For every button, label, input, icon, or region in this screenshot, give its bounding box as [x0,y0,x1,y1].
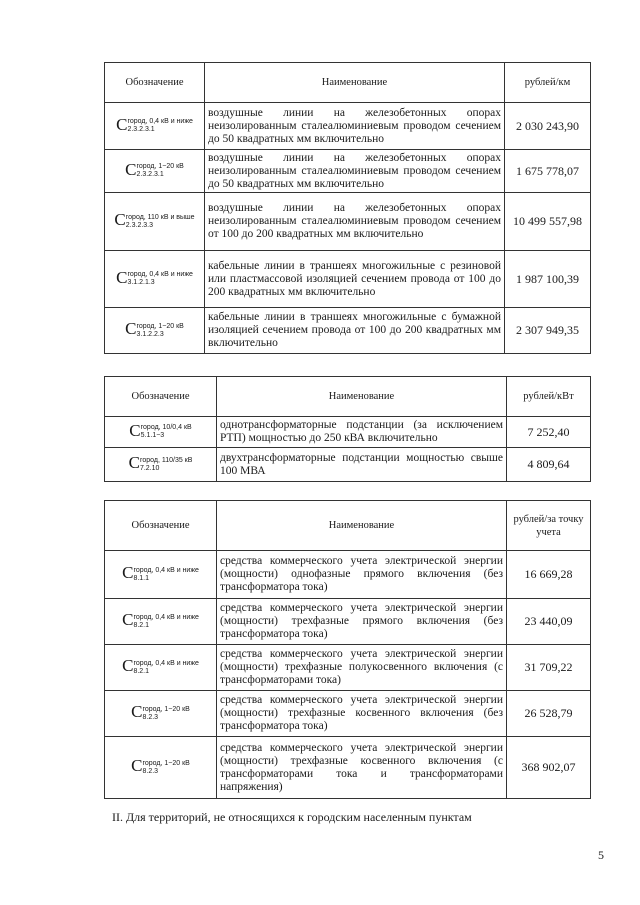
table-header-row [105,63,591,103]
table-row [105,308,591,354]
name-cell: однотрансформаторные подстанции (за исключением РТП) мощностью до 250 кВА включительно [217,417,507,448]
name-cell: средства коммерческого учета электрической энергии (мощности) однофазные прямого включения (без трансформатора тока) [217,551,507,599]
header-designation: Обозначение [105,63,205,103]
name-cell: воздушные линии на железобетонных опорах неизолированным сталеалюминиевым проводом сечением от 100 до 200 квадратных мм включительно [205,193,505,251]
designation-cell: C город, 0,4 кВ и ниже 8.2.1 [105,599,217,645]
table-header-row [105,377,591,417]
header-unit: рублей/км [505,63,591,103]
name-cell: кабельные линии в траншеях многожильные с резиновой или пластмассовой изоляцией сечением провода от 100 до 200 квадратных мм включительно [205,251,505,308]
value-cell: 7 252,40 [507,417,591,448]
table-row [105,737,591,799]
table-row [105,251,591,308]
name-cell: средства коммерческого учета электрической энергии (мощности) трехфазные полукосвенного включения (с трансформаторами тока) [217,645,507,691]
table-row [105,417,591,448]
name-cell: воздушные линии на железобетонных опорах неизолированным сталеалюминиевым проводом сечением до 50 квадратных мм включительно [205,103,505,150]
designation-cell: C город, 110/35 кВ 7.2.10 [105,448,217,482]
designation-cell: C город, 10/0,4 кВ 5.1.1−3 [105,417,217,448]
table-row [105,103,591,150]
section-heading: II. Для территорий, не относящихся к городским населенным пунктам [112,810,472,824]
header-unit: рублей/за точку учета [507,501,591,551]
designation-cell: C город, 1−20 кВ 8.2.3 [105,691,217,737]
name-cell: двухтрансформаторные подстанции мощностью свыше 100 МВА [217,448,507,482]
designation-cell: C город, 0,4 кВ и ниже 3.1.2.1.3 [105,251,205,308]
value-cell: 10 499 557,98 [505,193,591,251]
designation-cell: C город, 0,4 кВ и ниже 8.1.1 [105,551,217,599]
value-cell: 2 307 949,35 [505,308,591,354]
designation-cell: C город, 1−20 кВ 2.3.2.3.1 [105,150,205,193]
value-cell: 1 675 778,07 [505,150,591,193]
value-cell: 368 902,07 [507,737,591,799]
header-name: Наименование [205,63,505,103]
name-cell: воздушные линии на железобетонных опорах неизолированным сталеалюминиевым проводом сечением до 50 квадратных мм включительно [205,150,505,193]
table-row [105,645,591,691]
designation-cell: C город, 1−20 кВ 8.2.3 [105,737,217,799]
table-metering-per-point [104,500,591,799]
designation-cell: C город, 1−20 кВ 3.1.2.2.3 [105,308,205,354]
designation-cell: C город, 0,4 кВ и ниже 2.3.2.3.1 [105,103,205,150]
table-row [105,150,591,193]
designation-cell: C город, 0,4 кВ и ниже 8.2.1 [105,645,217,691]
designation-cell: C город, 110 кВ и выше 2.3.2.3.3 [105,193,205,251]
value-cell: 23 440,09 [507,599,591,645]
table-row [105,551,591,599]
value-cell: 31 709,22 [507,645,591,691]
value-cell: 4 809,64 [507,448,591,482]
header-designation: Обозначение [105,501,217,551]
table-header-row [105,501,591,551]
header-name: Наименование [217,501,507,551]
name-cell: средства коммерческого учета электрической энергии (мощности) трехфазные косвенного включения (с трансформаторами тока и трансформаторами напряжения) [217,737,507,799]
header-name: Наименование [217,377,507,417]
header-designation: Обозначение [105,377,217,417]
table-row [105,599,591,645]
table-lines-per-km [104,62,591,354]
table-row [105,691,591,737]
value-cell: 2 030 243,90 [505,103,591,150]
value-cell: 26 528,79 [507,691,591,737]
name-cell: средства коммерческого учета электрической энергии (мощности) трехфазные прямого включения (без трансформатора тока) [217,599,507,645]
value-cell: 1 987 100,39 [505,251,591,308]
name-cell: кабельные линии в траншеях многожильные с бумажной изоляцией сечением провода от 100 до 200 квадратных мм включительно [205,308,505,354]
page-number: 5 [598,848,604,862]
name-cell: средства коммерческого учета электрической энергии (мощности) трехфазные косвенного включения (без трансформатора тока) [217,691,507,737]
table-substations-per-kw [104,376,591,482]
table-row [105,193,591,251]
header-unit: рублей/кВт [507,377,591,417]
table-row [105,448,591,482]
value-cell: 16 669,28 [507,551,591,599]
